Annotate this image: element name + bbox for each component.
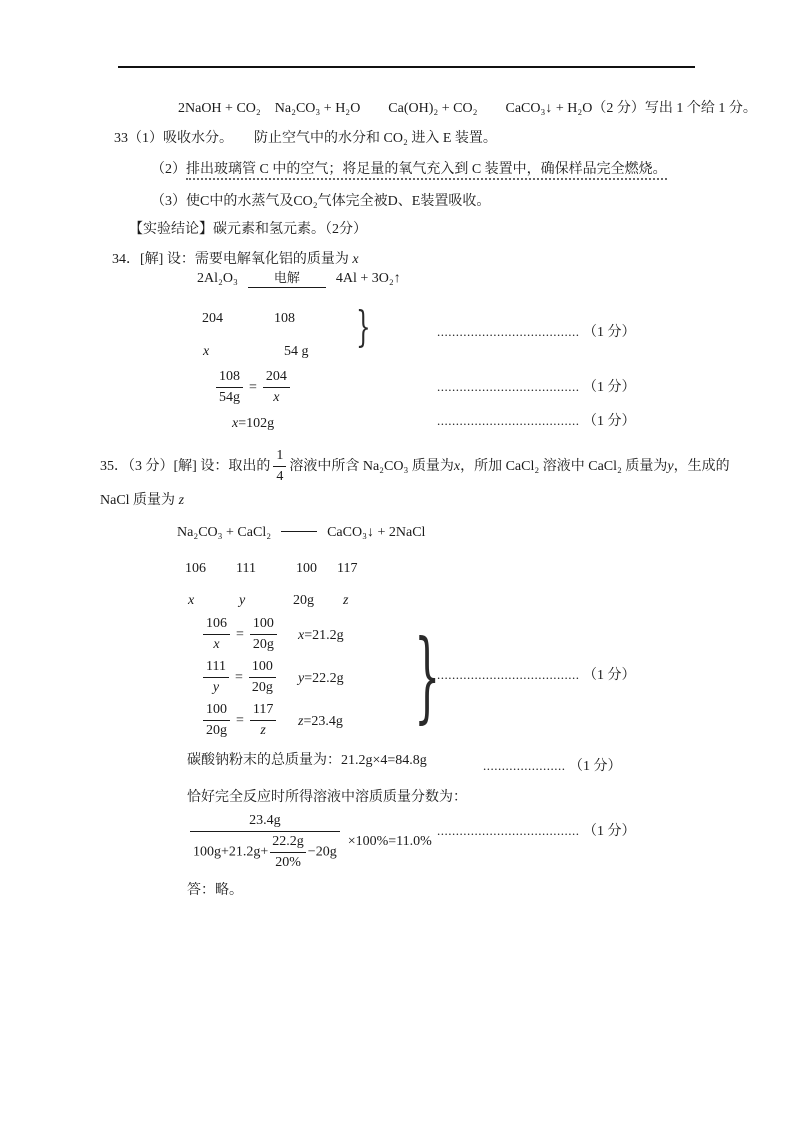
q35-qty-y: y <box>239 593 246 608</box>
q33-conclusion: 【实验结论】碳元素和氢元素。（2分） <box>129 222 367 237</box>
q32-equations-line: 2NaOH + CO₂ Na₂CO₃ + H₂O Ca(OH)₂ + CO₂ CaCO₃↓ + H₂O（2 分）写出 1 个给 1 分。 <box>178 101 757 116</box>
fraction-denominator: 20% <box>275 855 301 870</box>
fraction-denominator: 20g <box>251 680 273 695</box>
equation-bar <box>281 531 317 532</box>
q35-total-line: 碳酸钠粉末的总质量为：21.2g×4=84.8g <box>187 753 427 768</box>
big-fraction <box>190 812 340 872</box>
one-quarter-fraction <box>273 447 286 486</box>
q35-score-1 <box>437 666 636 685</box>
q34-score-3 <box>437 412 636 431</box>
q34-setup-text: 34．[解] 设：需要电解氧化铝的质量为 <box>112 252 353 267</box>
q35-score-2 <box>483 757 622 776</box>
q35-proportion-3 <box>203 701 282 740</box>
fraction-denominator: z <box>260 723 266 738</box>
q35-percent-line: 恰好完全反应时所得溶液中溶质质量分数为： <box>187 790 467 805</box>
q35-equation-right: CaCO₃↓ + 2NaCl <box>327 525 426 540</box>
q34-mass-top-left: 204 <box>202 311 223 326</box>
q35-setup-seg2: 溶液中所含 Na₂CO₃ 质量为 <box>289 458 454 474</box>
fraction-denominator: 54g <box>219 390 240 405</box>
dot-leader: ...................................... <box>437 823 580 838</box>
equals-sign: = <box>236 712 244 728</box>
fraction <box>203 701 230 740</box>
q35-score-3 <box>437 822 636 841</box>
score-label: （1 分） <box>583 380 636 395</box>
q35-setup-seg3: ，所加 CaCl₂ 溶液中 CaCl₂ 质量为 <box>460 458 668 474</box>
q35-mass-2: 111 <box>236 561 256 576</box>
q34-answer-var: x <box>232 416 239 431</box>
q35-mass-1: 106 <box>185 561 206 576</box>
fraction <box>203 658 229 697</box>
q34-mass-bottom-left: x <box>203 344 210 359</box>
score-label: （1 分） <box>569 759 622 774</box>
fraction <box>249 658 276 697</box>
q35-result-2 <box>298 670 344 688</box>
fraction-numerator: 106 <box>203 615 230 635</box>
fraction-denominator: 20g <box>252 637 274 652</box>
reaction-condition-bar <box>248 271 326 288</box>
q34-score-2 <box>437 378 636 397</box>
q35-proportion-1 <box>203 615 283 654</box>
fraction-denominator: 4 <box>276 469 284 484</box>
q34-setup-var: x <box>352 252 359 267</box>
score-label: （1 分） <box>583 668 636 683</box>
fraction-numerator: 23.4g <box>190 812 340 832</box>
q35-setup-var-y: y <box>667 458 674 474</box>
q35-result-3 <box>298 713 343 731</box>
fraction-numerator: 111 <box>203 658 229 678</box>
dot-leader: ...................................... <box>437 324 580 339</box>
q35-setup-var-z: z <box>178 493 185 508</box>
score-label: （1 分） <box>583 325 636 340</box>
dot-leader: ...................................... <box>437 667 580 682</box>
q35-qty-x: x <box>188 593 195 608</box>
q35-equation-left: Na₂CO₃ + CaCl₂ <box>177 525 272 540</box>
q35-closing-answer: 答：略。 <box>187 883 243 898</box>
nested-fraction <box>270 833 306 872</box>
q34-equation <box>197 270 401 288</box>
dot-leader: ...................... <box>483 758 566 773</box>
q34-equation-condition: 电解 <box>273 269 300 285</box>
q35-setup-var-x: x <box>453 458 461 474</box>
q35-mass-4: 117 <box>337 561 358 576</box>
result-val: =21.2g <box>304 628 344 643</box>
fraction-numerator: 204 <box>263 368 290 388</box>
q34-mass-top-right: 108 <box>274 311 295 326</box>
q33-part3: （3）使C中的水蒸气及CO₂气体完全被D、E装置吸收。 <box>151 194 491 209</box>
equals-sign: = <box>236 626 244 642</box>
q34-score-1 <box>437 323 636 342</box>
q34-answer <box>232 415 274 433</box>
score-label: （1 分） <box>583 414 636 429</box>
q35-result-1 <box>298 627 344 645</box>
dot-leader: ...................................... <box>437 379 580 394</box>
fraction-numerator: 1 <box>273 447 286 467</box>
fraction-numerator: 100 <box>250 615 277 635</box>
q34-answer-val: =102g <box>238 416 275 431</box>
q35-setup-seg1: 35．（3 分）[解] 设：取出的 <box>100 458 271 474</box>
q35-equation <box>177 524 425 542</box>
q33-part2-number: （2） <box>151 162 186 177</box>
q34-proportion <box>216 368 296 407</box>
q35-qty-z: z <box>343 593 349 608</box>
fraction <box>250 701 276 740</box>
q33-part2-text: 排出玻璃管 C 中的空气；将足量的氧气充入到 C 装置中，确保样品完全燃烧。 <box>186 162 667 180</box>
equals-sign: = <box>249 379 257 395</box>
fraction <box>263 368 290 407</box>
header-rule <box>118 66 695 68</box>
score-label: （1 分） <box>583 824 636 839</box>
denominator-seg1: 100g+21.2g+ <box>193 844 269 860</box>
result-var: x <box>298 628 305 643</box>
result-val: =23.4g <box>303 714 343 729</box>
q33-part2 <box>151 161 667 179</box>
q35-setup-line1 <box>100 447 730 486</box>
fraction-denominator: x <box>273 390 280 405</box>
q35-mass-3: 100 <box>296 561 317 576</box>
denominator-seg2: −20g <box>307 844 337 860</box>
q35-setup-seg4: ，生成的 <box>673 458 730 474</box>
q34-brace: } <box>356 302 371 351</box>
q34-equation-right: 4Al + 3O₂↑ <box>335 271 401 286</box>
q33-part1: 33（1）吸收水分。 防止空气中的水分和 CO₂ 进入 E 装置。 <box>114 131 497 146</box>
q35-proportion-2 <box>203 658 282 697</box>
fraction <box>250 615 277 654</box>
q35-brace: } <box>414 620 441 734</box>
result-var: z <box>298 714 304 729</box>
equation-bar <box>248 287 326 288</box>
fraction <box>203 615 230 654</box>
fraction-numerator: 117 <box>250 701 276 721</box>
q35-final-expression <box>190 812 432 872</box>
fraction-denominator <box>190 832 340 872</box>
q35-qty-20g: 20g <box>293 593 314 608</box>
fraction-denominator: x <box>213 637 220 652</box>
q34-mass-bottom-right: 54 g <box>284 344 309 359</box>
q35-setup-line2 <box>100 492 184 510</box>
fraction-numerator: 108 <box>216 368 243 388</box>
fraction-numerator: 22.2g <box>270 833 306 853</box>
final-result: ×100%=11.0% <box>347 834 432 849</box>
fraction-numerator: 100 <box>203 701 230 721</box>
q34-setup <box>112 251 359 269</box>
result-var: y <box>298 671 305 686</box>
q34-equation-left: 2Al₂O₃ <box>197 271 238 286</box>
dot-leader: ...................................... <box>437 413 580 428</box>
fraction-denominator: y <box>212 680 220 695</box>
q35-setup-line2-text: NaCl 质量为 <box>100 493 179 508</box>
fraction-numerator: 100 <box>249 658 276 678</box>
fraction-denominator: 20g <box>206 723 227 738</box>
result-val: =22.2g <box>304 671 344 686</box>
fraction <box>216 368 243 407</box>
equals-sign: = <box>234 669 243 685</box>
